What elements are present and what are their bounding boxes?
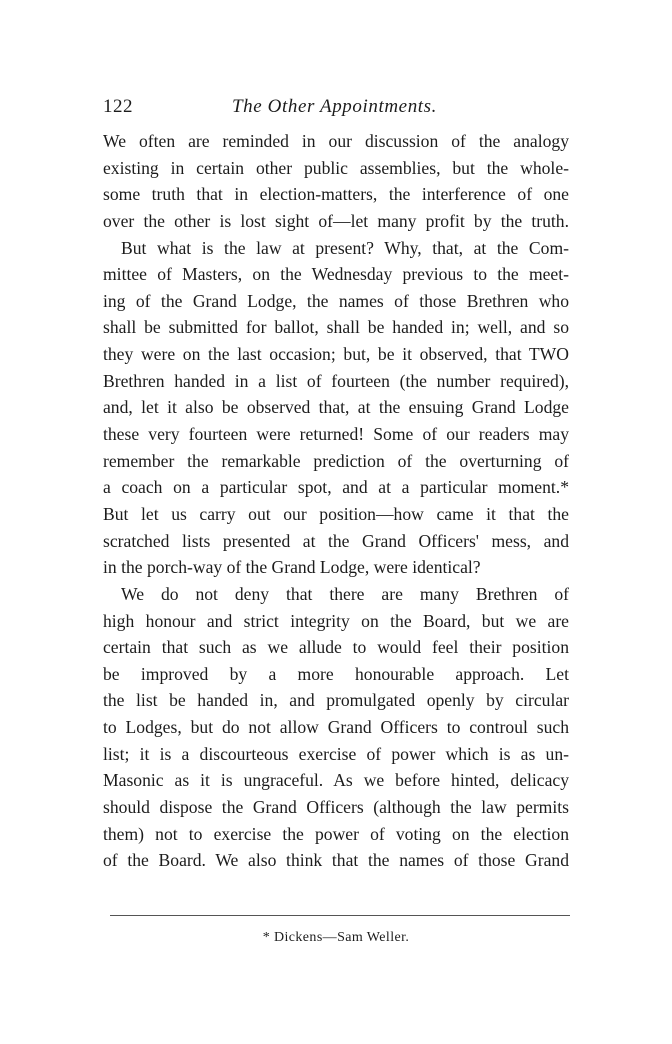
text-line: the list be handed in, and promulgated openly by circular [103,690,569,711]
text-line: list; it is a discourteous exercise of power which is as un- [103,743,569,764]
text-line: and, let it also be observed that, at the ensuing Grand Lodge [103,397,569,418]
text-line: ing of the Grand Lodge, the names of those Brethren who [103,290,569,311]
text-line: Brethren handed in a list of fourteen (the number required), [103,370,569,391]
text-line: But what is the law at present? Why, that, at the Com- [121,237,569,258]
text-line: shall be submitted for ballot, shall be handed in; well, and so [103,317,569,338]
text-line: should dispose the Grand Officers (although the law permits [103,797,569,818]
text-line: a coach on a particular spot, and at a particular moment.* [103,477,569,498]
text-line: scratched lists presented at the Grand Officers' mess, and [103,530,569,551]
text-line: high honour and strict integrity on the Board, but we are [103,610,569,631]
running-head: The Other Appointments. [232,96,438,117]
text-line: mittee of Masters, on the Wednesday previous to the meet- [103,264,569,285]
body-text [103,128,569,874]
text-line: to Lodges, but do not allow Grand Officers to controul such [103,717,569,738]
text-line: certain that such as we allude to would feel their position [103,637,569,658]
text-line: But let us carry out our position—how came it that the [103,503,569,524]
footnote: * Dickens—Sam Weller. [262,930,410,945]
text-line: We do not deny that there are many Brethren of [121,583,569,604]
text-line: some truth that in election-matters, the interference of one [103,184,569,205]
text-line: them) not to exercise the power of voting on the election [103,823,569,844]
text-line: We often are reminded in our discussion of the analogy [103,131,569,151]
text-line: Masonic as it is ungraceful. As we before hinted, delicacy [103,770,569,791]
page-header [103,96,569,126]
text-line: in the porch-way of the Grand Lodge, were identical? [103,557,481,578]
text-line: existing in certain other public assemblies, but the whole- [103,157,569,178]
text-line: be improved by a more honourable approach. Let [103,663,569,684]
page-number: 122 [103,96,133,117]
text-line: over the other is lost sight of—let many profit by the truth. [103,210,569,231]
text-line: remember the remarkable prediction of the overturning of [103,450,569,471]
text-line: of the Board. We also think that the names of those Grand [103,850,569,871]
footnote-divider [110,915,570,916]
text-line: they were on the last occasion; but, be it observed, that TWO [103,344,569,365]
text-line: these very fourteen were returned! Some of our readers may [103,424,569,445]
